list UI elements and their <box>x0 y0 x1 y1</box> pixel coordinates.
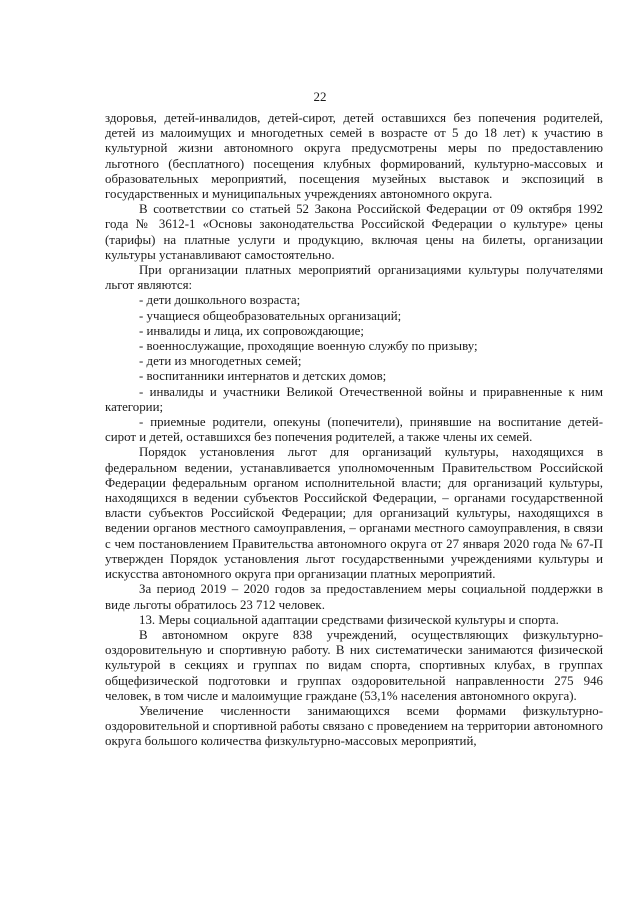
list-item: - инвалиды и лица, их сопровождающие; <box>139 323 364 338</box>
page-number: 22 <box>313 89 327 104</box>
list-item: - инвалиды и участники Великой Отечественной войны и приравненные к ним категории; <box>105 384 603 414</box>
paragraph: В соответствии со статьей 52 Закона Российской Федерации от 09 октября 1992 года № 3612-1 «Основы законодательства Российской Федерации о культуре» цены (тарифы) на платные услуги и продукцию, включая цены на билеты, организации культуры устанавливают самостоятельно. <box>105 202 603 262</box>
page-content <box>105 111 603 750</box>
paragraph: Порядок установления льгот для организаций культуры, находящихся в федеральном ведении, устанавливается уполномоченным Правительством Российской Федерации федеральным органом исполнительной власти; для организаций культуры, находящихся в ведении субъектов Российской Федерации, – органами государственной власти субъектов Российской Федерации; для организаций культуры, находящихся в ведении органов местного самоуправления, – органами местного самоуправления, в связи с чем постановлением Правительства автономного округа от 27 января 2020 года № 67-П утвержден Порядок установления льгот государственными учреждениями культуры и искусства автономного округа при организации платных мероприятий. <box>105 445 603 582</box>
paragraph: Увеличение численности занимающихся всеми формами физкультурно-оздоровительной и спортивной работы связано с проведением на территории автономного округа большого количества физкультурно-массовых мероприятий, <box>105 703 603 749</box>
list-item: - дети из многодетных семей; <box>139 354 302 369</box>
paragraph: В автономном округе 838 учреждений, осуществляющих физкультурно-оздоровительную и спортивную работу. В них систематически занимаются физической культурой в секциях и группах по видам спорта, спортивных клубах, в группах общефизической подготовки и группах оздоровительной направленности 275 946 человек, в том числе и малоимущие граждане (53,1% населения автономного округа). <box>105 627 603 703</box>
list-item: - воспитанники интернатов и детских домов; <box>139 369 387 384</box>
paragraph: За период 2019 – 2020 годов за предоставлением меры социальной поддержки в виде льготы обратилось 23 712 человек. <box>105 582 603 612</box>
paragraph: При организации платных мероприятий организациями культуры получателями льгот являются: <box>105 263 603 293</box>
list-item: - дети дошкольного возраста; <box>139 293 301 308</box>
list-item: - учащиеся общеобразовательных организаций; <box>139 308 402 323</box>
list-item: - приемные родители, опекуны (попечители), принявшие на воспитание детей-сирот и детей, оставшихся без попечения родителей, а также члены их семей. <box>105 415 603 445</box>
paragraph: здоровья, детей-инвалидов, детей-сирот, детей оставшихся без попечения родителей, детей из малоимущих и многодетных семей в возрасте от 5 до 18 лет) к участию в культурной жизни автономного округа предусмотрены меры по предоставлению льготного (бесплатного) посещения клубных формирований, культурно-массовых и образовательных мероприятий, посещения музейных выставок и экспозиций в государственных и муниципальных учреждениях автономного округа. <box>105 111 603 202</box>
list-item: - военнослужащие, проходящие военную службу по призыву; <box>139 339 478 354</box>
section-heading: 13. Меры социальной адаптации средствами физической культуры и спорта. <box>139 612 559 627</box>
